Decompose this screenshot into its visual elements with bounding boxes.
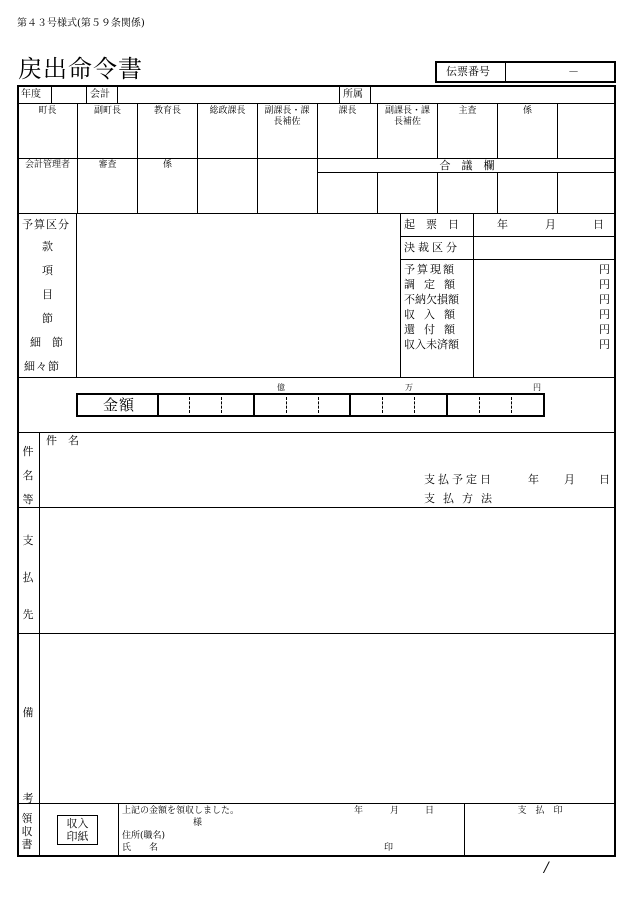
form-number: 第４３号様式(第５９条関係) bbox=[17, 18, 145, 29]
department-label: 所属 bbox=[343, 89, 363, 100]
yen-budget: 円 bbox=[599, 263, 610, 276]
budget-item-kan: 款 bbox=[42, 240, 53, 253]
issue-date-year[interactable]: 年 bbox=[497, 218, 508, 231]
approval-label-general-affairs-chief: 総政課長 bbox=[209, 106, 246, 116]
subject-name-input[interactable] bbox=[100, 434, 610, 468]
amount-label-uncollected: 収入未済額 bbox=[404, 338, 459, 351]
amount-label-budget: 予算現額 bbox=[404, 263, 456, 276]
approval-label-accounting-manager: 会計管理者 bbox=[24, 160, 70, 170]
receipt-sama: 様 bbox=[193, 818, 203, 828]
revenue-stamp-line1: 収入 bbox=[66, 817, 89, 830]
account-input[interactable] bbox=[119, 87, 337, 102]
remarks-input[interactable] bbox=[42, 636, 612, 801]
issue-date-label: 起 票 日 bbox=[404, 218, 459, 231]
yen-revenue: 円 bbox=[599, 308, 610, 321]
approval-label-mayor: 町長 bbox=[38, 106, 57, 116]
payment-date-year[interactable]: 年 bbox=[528, 473, 539, 486]
issue-date-month[interactable]: 月 bbox=[545, 218, 556, 231]
budget-item-saisetsu: 細 節 bbox=[30, 336, 63, 349]
approval-label-assistant-chief-2: 副課長・課長補佐 bbox=[384, 106, 430, 127]
payment-method-label: 支払方法 bbox=[424, 492, 500, 505]
payment-method-input[interactable] bbox=[510, 490, 610, 505]
receipt-date-year[interactable]: 年 bbox=[354, 806, 364, 816]
receipt-date-day[interactable]: 日 bbox=[425, 806, 435, 816]
budget-detail-input[interactable] bbox=[78, 215, 398, 375]
yen-uncollectible: 円 bbox=[599, 293, 610, 306]
yen-uncollected: 円 bbox=[599, 338, 610, 351]
council-column-label: 合 議 欄 bbox=[439, 159, 495, 172]
approval-label-chief-clerk: 主査 bbox=[458, 106, 477, 116]
unit-yen: 円 bbox=[533, 383, 541, 392]
payment-date-day[interactable]: 日 bbox=[599, 473, 610, 486]
subject-side-label: 件名等 bbox=[22, 445, 34, 506]
fiscal-year-input[interactable] bbox=[53, 87, 85, 102]
payee-side-label: 支払先 bbox=[22, 534, 34, 621]
budget-item-moku: 目 bbox=[42, 288, 53, 301]
budget-item-kou: 項 bbox=[42, 264, 53, 277]
approval-label-superintendent: 教育長 bbox=[153, 106, 181, 116]
page-title: 戻出命令書 bbox=[18, 55, 143, 83]
budget-item-saisaisetsu: 細々節 bbox=[24, 360, 60, 373]
amount-label: 金額 bbox=[103, 396, 136, 414]
yen-refund: 円 bbox=[599, 323, 610, 336]
department-input[interactable] bbox=[372, 87, 614, 102]
amount-label-assessed: 調定額 bbox=[404, 278, 464, 291]
payment-date-label: 支払予定日 bbox=[424, 473, 494, 486]
approval-label-clerk: 係 bbox=[522, 106, 532, 116]
payment-seal-label: 支 払 印 bbox=[517, 806, 563, 816]
remarks-side-label: 備考 bbox=[22, 706, 34, 805]
receipt-side-label: 領収書 bbox=[21, 812, 33, 851]
unit-man: 万 bbox=[405, 383, 413, 392]
revenue-stamp-line2: 印紙 bbox=[66, 830, 89, 843]
receipt-date-month[interactable]: 月 bbox=[390, 806, 400, 816]
receipt-signer-input[interactable] bbox=[210, 830, 460, 854]
decision-category-label: 決裁区分 bbox=[404, 241, 460, 254]
receipt-address-label: 住所(職名) bbox=[122, 831, 166, 841]
approval-label-section-chief: 課長 bbox=[338, 106, 357, 116]
approval-label-assistant-chief-1: 副課長・課長補佐 bbox=[264, 106, 310, 127]
amount-label-refund: 還付額 bbox=[404, 323, 464, 336]
subject-name-label: 件 名 bbox=[46, 434, 79, 447]
account-label: 会計 bbox=[90, 89, 110, 100]
payment-date-month[interactable]: 月 bbox=[564, 473, 575, 486]
yen-assessed: 円 bbox=[599, 278, 610, 291]
issue-date-day[interactable]: 日 bbox=[593, 218, 604, 231]
approval-label-clerk-2: 係 bbox=[162, 160, 172, 170]
approval-label-deputy-mayor: 副町長 bbox=[93, 106, 121, 116]
decision-category-input[interactable] bbox=[475, 238, 614, 258]
slip-number-label: 伝票番号 bbox=[446, 65, 490, 78]
payee-input[interactable] bbox=[42, 510, 612, 630]
footer-slash-mark: / bbox=[544, 860, 549, 876]
receipt-received-text: 上記の金額を領収しました。 bbox=[122, 806, 240, 816]
budget-category-label: 予算区分 bbox=[22, 218, 70, 231]
approval-label-audit: 審査 bbox=[98, 160, 117, 170]
receipt-seal-mark: 印 bbox=[384, 843, 394, 853]
unit-oku: 億 bbox=[277, 383, 285, 392]
budget-item-setsu: 節 bbox=[42, 312, 53, 325]
fiscal-year-label: 年度 bbox=[21, 89, 41, 100]
receipt-name-label: 氏 名 bbox=[122, 843, 159, 853]
amount-box[interactable] bbox=[76, 393, 545, 417]
amount-label-uncollectible: 不納欠損額 bbox=[404, 293, 459, 306]
amount-label-revenue: 収入額 bbox=[404, 308, 464, 321]
slip-number-value[interactable]: － bbox=[568, 65, 579, 78]
